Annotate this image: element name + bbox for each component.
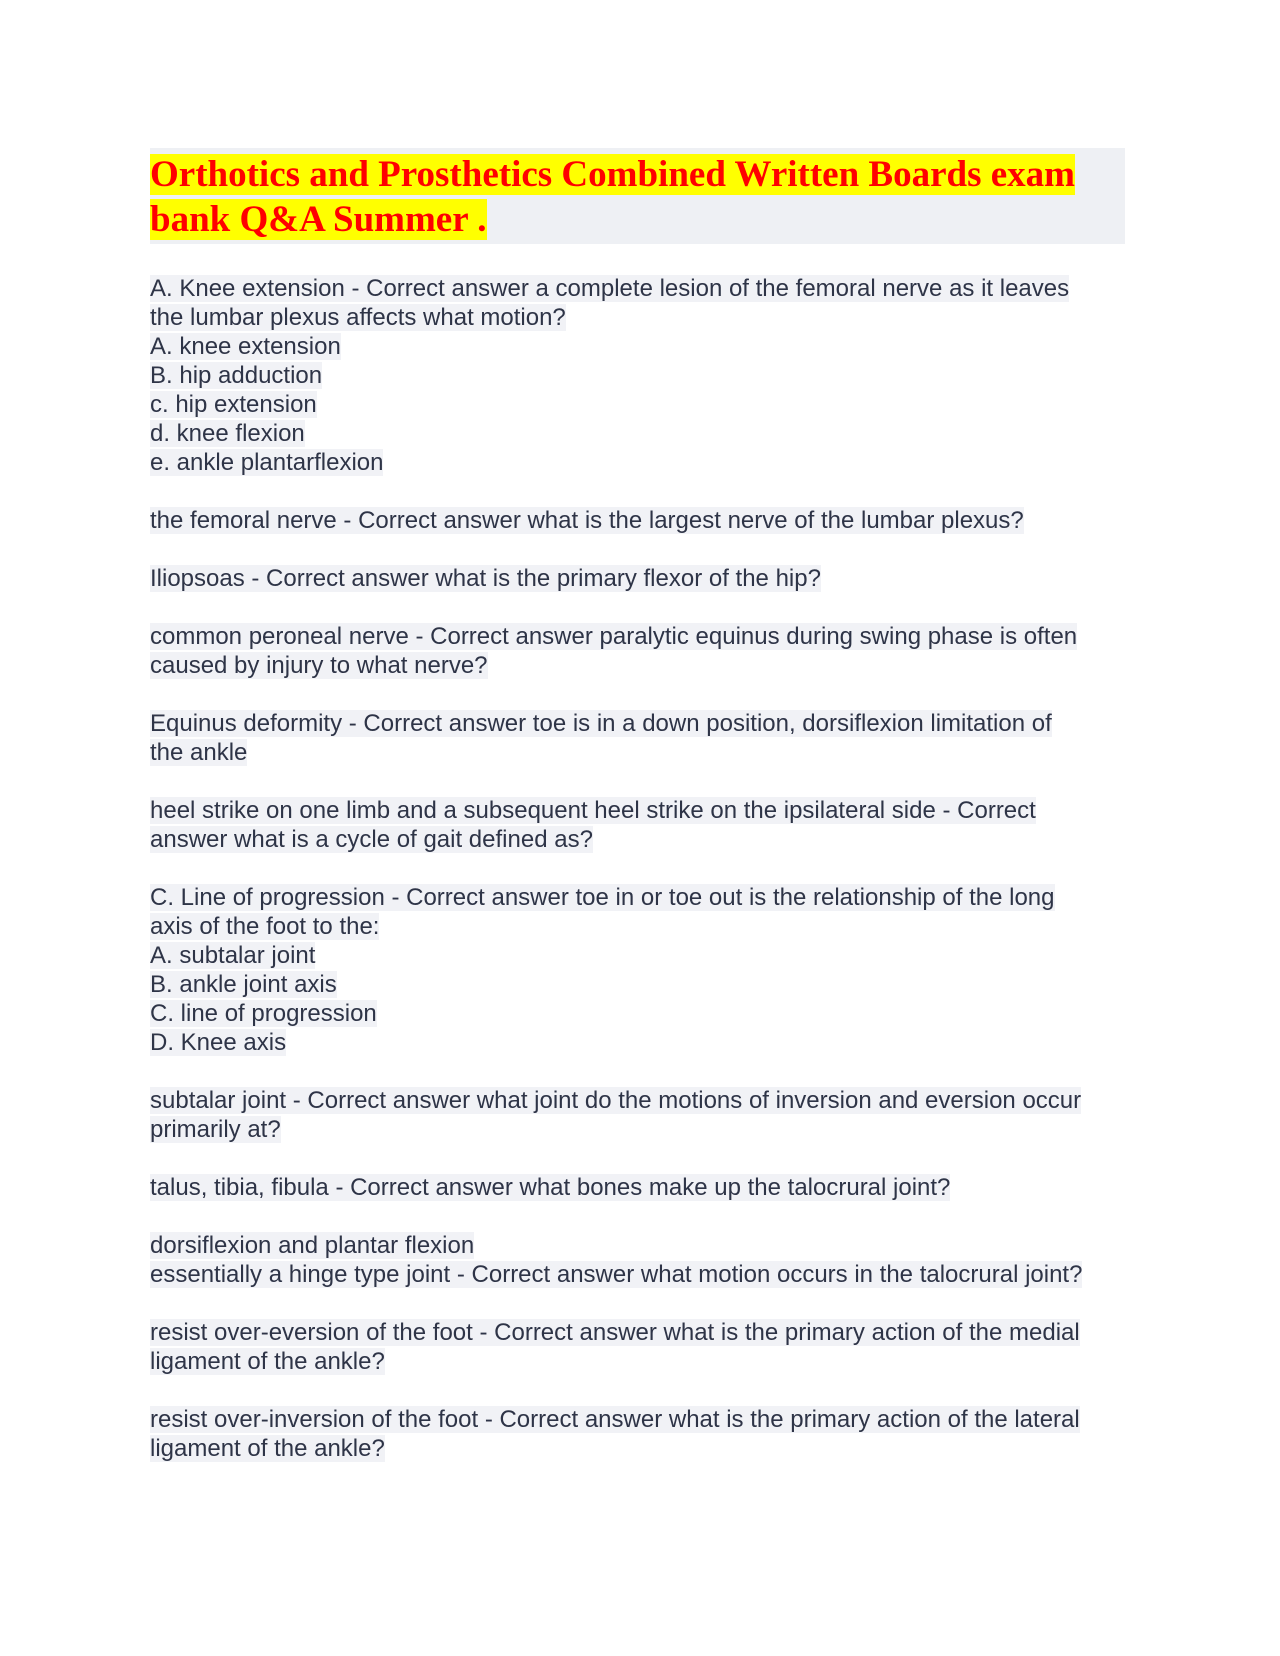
qa-line-text: talus, tibia, fibula - Correct answer what bones make up the talocrural joint? [150, 1174, 951, 1201]
qa-line [150, 622, 1125, 651]
qa-line-text: the lumbar plexus affects what motion? [150, 304, 566, 331]
qa-line [150, 303, 1125, 332]
qa-entry [150, 796, 1125, 854]
qa-line [150, 709, 1125, 738]
qa-line-text: common peroneal nerve - Correct answer paralytic equinus during swing phase is often [150, 623, 1078, 650]
qa-entry [150, 622, 1125, 680]
qa-line-text: d. knee flexion [150, 420, 305, 447]
qa-line [150, 1318, 1125, 1347]
qa-line-text: caused by injury to what nerve? [150, 652, 488, 679]
qa-line [150, 1405, 1125, 1434]
qa-line-text: C. Line of progression - Correct answer toe in or toe out is the relationship of the long [150, 884, 1055, 911]
qa-line-text: resist over-eversion of the foot - Correct answer what is the primary action of the medial [150, 1319, 1080, 1346]
qa-entry [150, 1173, 1125, 1202]
qa-line-text: the ankle [150, 739, 248, 766]
qa-line [150, 332, 1125, 361]
qa-line-text: A. Knee extension - Correct answer a complete lesion of the femoral nerve as it leaves [150, 275, 1070, 302]
qa-line-text: B. ankle joint axis [150, 971, 337, 998]
title-block [150, 148, 1125, 244]
qa-line [150, 1347, 1125, 1376]
qa-entry [150, 506, 1125, 535]
qa-line-text: ligament of the ankle? [150, 1435, 385, 1462]
qa-line-text: A. knee extension [150, 333, 341, 360]
document-title [150, 152, 1125, 242]
qa-line [150, 1115, 1125, 1144]
qa-line-text: heel strike on one limb and a subsequent heel strike on the ipsilateral side - Correct [150, 797, 1036, 824]
qa-line-text: B. hip adduction [150, 362, 323, 389]
qa-line-text: C. line of progression [150, 1000, 377, 1027]
qa-line-text: essentially a hinge type joint - Correct answer what motion occurs in the talocrural joint? [150, 1261, 1083, 1288]
qa-entry [150, 1231, 1125, 1289]
qa-line-text: answer what is a cycle of gait defined as? [150, 826, 593, 853]
qa-line-text: D. Knee axis [150, 1029, 287, 1056]
qa-line [150, 1173, 1125, 1202]
qa-line [150, 825, 1125, 854]
qa-line-text: ligament of the ankle? [150, 1348, 385, 1375]
qa-line [150, 651, 1125, 680]
document-title-text: Orthotics and Prosthetics Combined Written Boards exam bank Q&A Summer . [150, 154, 1075, 240]
qa-line-text: A. subtalar joint [150, 942, 316, 969]
qa-line-text: subtalar joint - Correct answer what joint do the motions of inversion and eversion occur [150, 1087, 1082, 1114]
qa-line [150, 941, 1125, 970]
qa-line [150, 1434, 1125, 1463]
qa-line-text: axis of the foot to the: [150, 913, 380, 940]
document-page [150, 148, 1125, 1492]
qa-line [150, 448, 1125, 477]
qa-line-text: the femoral nerve - Correct answer what is the largest nerve of the lumbar plexus? [150, 507, 1024, 534]
qa-entry [150, 883, 1125, 1057]
qa-line [150, 361, 1125, 390]
qa-line [150, 883, 1125, 912]
qa-line [150, 564, 1125, 593]
qa-line [150, 1260, 1125, 1289]
qa-line [150, 1231, 1125, 1260]
qa-line-text: primarily at? [150, 1116, 281, 1143]
qa-entry [150, 1086, 1125, 1144]
qa-line [150, 1028, 1125, 1057]
qa-line [150, 970, 1125, 999]
qa-line [150, 506, 1125, 535]
qa-entry [150, 1318, 1125, 1376]
qa-entry [150, 709, 1125, 767]
qa-line [150, 419, 1125, 448]
qa-line [150, 274, 1125, 303]
qa-line-text: c. hip extension [150, 391, 317, 418]
qa-line [150, 1086, 1125, 1115]
qa-line [150, 999, 1125, 1028]
qa-line [150, 796, 1125, 825]
qa-line [150, 738, 1125, 767]
qa-line-text: dorsiflexion and plantar flexion [150, 1232, 475, 1259]
qa-entry [150, 564, 1125, 593]
qa-list [150, 274, 1125, 1463]
qa-line [150, 912, 1125, 941]
qa-line-text: Iliopsoas - Correct answer what is the primary flexor of the hip? [150, 565, 821, 592]
qa-line-text: Equinus deformity - Correct answer toe is in a down position, dorsiflexion limitation of [150, 710, 1052, 737]
qa-line-text: e. ankle plantarflexion [150, 449, 384, 476]
qa-line-text: resist over-inversion of the foot - Correct answer what is the primary action of the lateral [150, 1406, 1080, 1433]
qa-entry [150, 1405, 1125, 1463]
qa-line [150, 390, 1125, 419]
qa-entry [150, 274, 1125, 477]
